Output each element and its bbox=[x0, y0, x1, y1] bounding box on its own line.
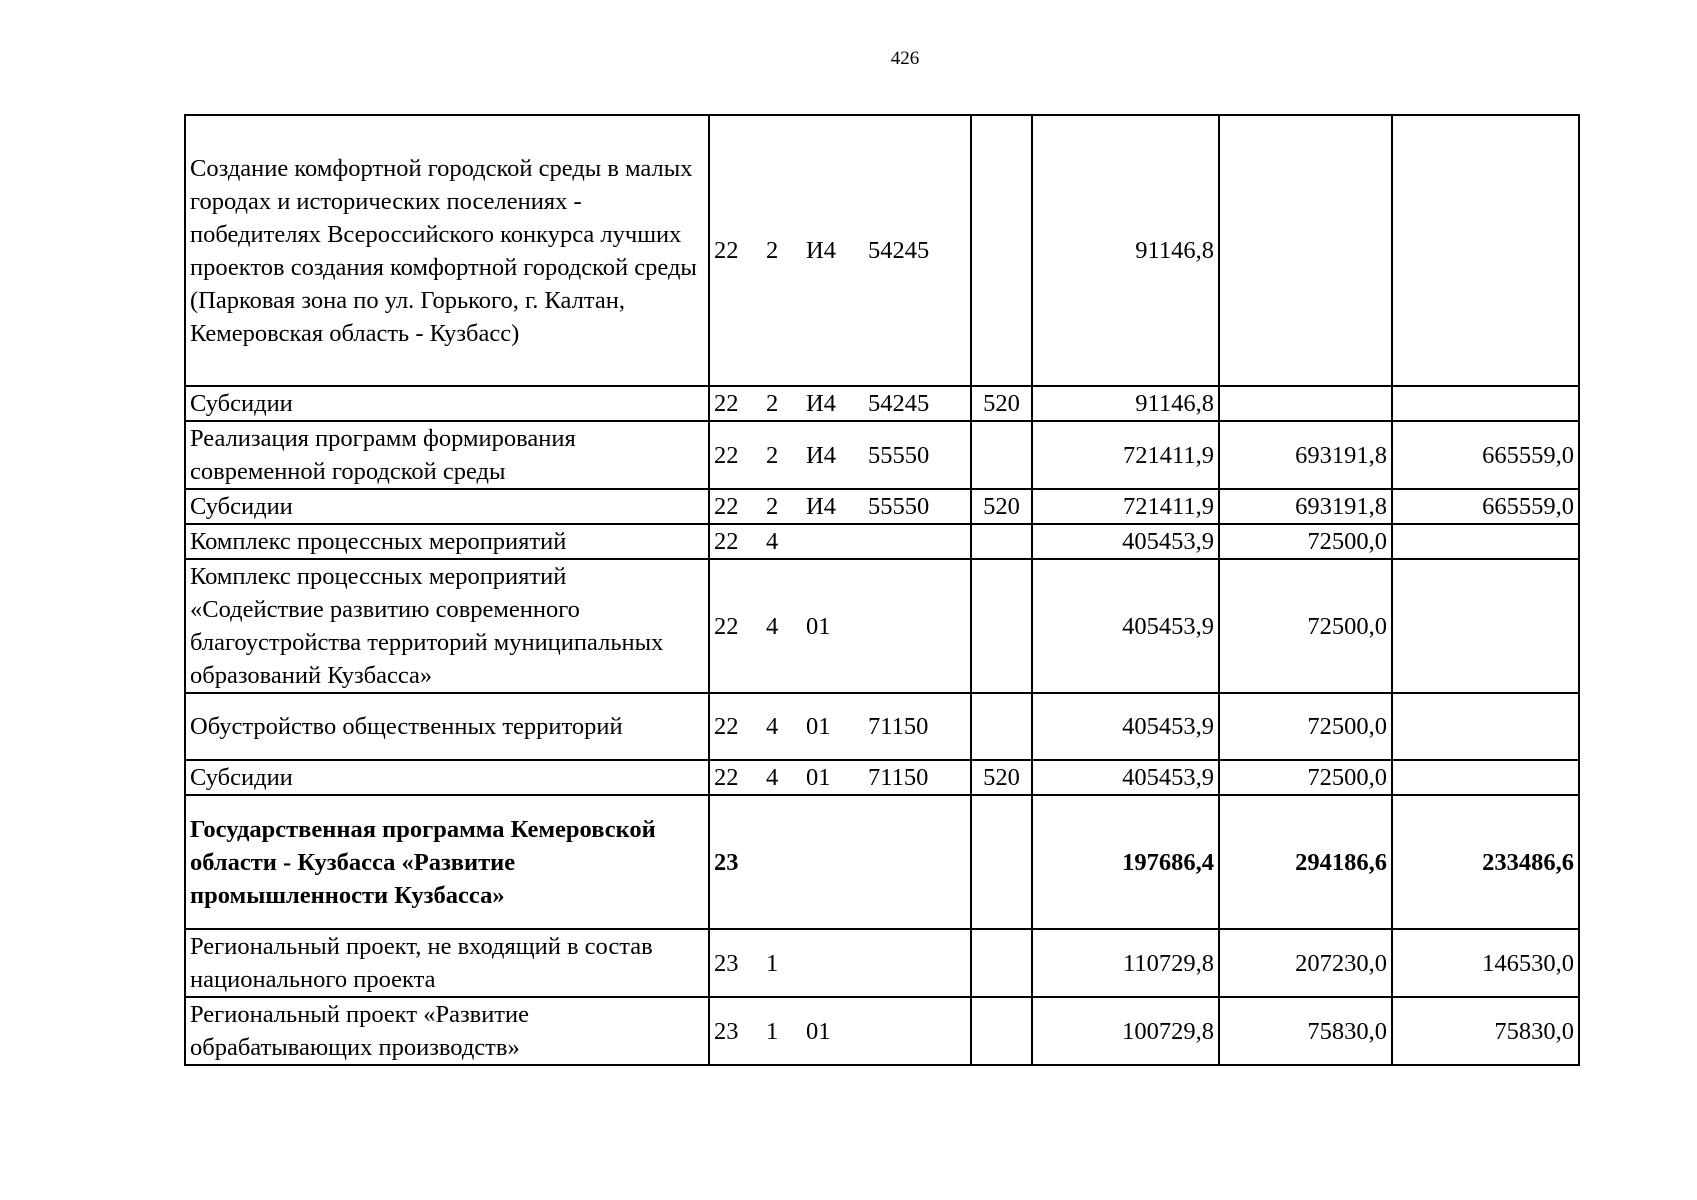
row-expense-type-cell bbox=[971, 421, 1032, 489]
code-program: 23 bbox=[714, 949, 739, 977]
code-program: 23 bbox=[714, 1017, 739, 1045]
row-name-cell bbox=[185, 489, 709, 524]
amount-year-2: 72500,0 bbox=[1307, 528, 1387, 555]
row-name-cell bbox=[185, 693, 709, 760]
code-subprogram: 4 bbox=[766, 713, 779, 740]
expense-type: 520 bbox=[983, 764, 1020, 791]
amount-year-1: 91146,8 bbox=[1135, 237, 1214, 264]
row-amount-1-cell bbox=[1032, 489, 1219, 524]
code-direction: 55550 bbox=[868, 441, 930, 469]
code-subprogram: 2 bbox=[766, 441, 779, 469]
table-row bbox=[185, 760, 1579, 795]
code-event: 01 bbox=[806, 764, 831, 791]
code-subprogram: 2 bbox=[766, 493, 779, 520]
amount-year-1: 405453,9 bbox=[1122, 612, 1214, 640]
amount-year-1: 721411,9 bbox=[1123, 441, 1214, 469]
row-name-cell bbox=[185, 421, 709, 489]
amount-year-1: 405453,9 bbox=[1122, 713, 1214, 740]
table-row bbox=[185, 559, 1579, 693]
code-program: 22 bbox=[714, 441, 739, 469]
row-amount-2-cell bbox=[1219, 115, 1392, 386]
row-name: Комплекс процессных мероприятий «Содействие развитию современного благоустройства территорий муниципальных образований Кузбасса» bbox=[190, 563, 664, 689]
table-row bbox=[185, 115, 1579, 386]
row-amount-1-cell bbox=[1032, 386, 1219, 421]
amount-year-2: 207230,0 bbox=[1295, 949, 1387, 977]
row-amount-3-cell bbox=[1392, 489, 1579, 524]
code-direction: 71150 bbox=[868, 713, 929, 740]
amount-year-2: 75830,0 bbox=[1307, 1017, 1387, 1045]
amount-year-1: 405453,9 bbox=[1122, 764, 1214, 791]
amount-year-2: 72500,0 bbox=[1307, 764, 1387, 791]
row-name: Комплекс процессных мероприятий bbox=[190, 528, 567, 555]
amount-year-2: 72500,0 bbox=[1307, 612, 1387, 640]
row-amount-2-cell bbox=[1219, 693, 1392, 760]
row-amount-3-cell bbox=[1392, 693, 1579, 760]
amount-year-1: 100729,8 bbox=[1122, 1017, 1214, 1045]
expense-type: 520 bbox=[983, 493, 1020, 520]
row-name: Государственная программа Кемеровской области - Кузбасса «Развитие промышленности Кузбасса» bbox=[190, 815, 656, 909]
row-code-cell bbox=[709, 559, 971, 693]
amount-year-2: 72500,0 bbox=[1307, 713, 1387, 740]
row-amount-2-cell bbox=[1219, 421, 1392, 489]
expense-type: 520 bbox=[983, 390, 1020, 417]
row-amount-1-cell bbox=[1032, 760, 1219, 795]
code-direction: 55550 bbox=[868, 493, 930, 520]
code-program: 22 bbox=[714, 237, 739, 264]
row-code-cell bbox=[709, 929, 971, 997]
amount-year-1: 91146,8 bbox=[1135, 390, 1214, 417]
row-amount-1-cell bbox=[1032, 795, 1219, 929]
row-expense-type-cell bbox=[971, 997, 1032, 1065]
row-amount-2-cell bbox=[1219, 489, 1392, 524]
row-code-cell bbox=[709, 524, 971, 559]
budget-table bbox=[184, 114, 1580, 1066]
amount-year-3: 75830,0 bbox=[1494, 1017, 1574, 1045]
table-row bbox=[185, 386, 1579, 421]
row-code-cell bbox=[709, 693, 971, 760]
row-name-cell bbox=[185, 386, 709, 421]
row-expense-type-cell bbox=[971, 489, 1032, 524]
table-row bbox=[185, 524, 1579, 559]
code-subprogram: 1 bbox=[766, 949, 779, 977]
row-expense-type-cell bbox=[971, 693, 1032, 760]
table-row bbox=[185, 421, 1579, 489]
row-code-cell bbox=[709, 795, 971, 929]
row-name-cell bbox=[185, 929, 709, 997]
code-subprogram: 2 bbox=[766, 237, 779, 264]
row-name: Субсидии bbox=[190, 390, 293, 417]
code-event: И4 bbox=[806, 493, 836, 520]
row-amount-1-cell bbox=[1032, 115, 1219, 386]
code-program: 22 bbox=[714, 493, 739, 520]
row-expense-type-cell bbox=[971, 559, 1032, 693]
row-expense-type-cell bbox=[971, 760, 1032, 795]
code-event: И4 bbox=[806, 237, 836, 264]
row-expense-type-cell bbox=[971, 929, 1032, 997]
row-amount-3-cell bbox=[1392, 929, 1579, 997]
code-direction: 71150 bbox=[868, 764, 929, 791]
row-name-cell bbox=[185, 559, 709, 693]
code-subprogram: 4 bbox=[766, 528, 779, 555]
row-amount-1-cell bbox=[1032, 421, 1219, 489]
amount-year-2: 693191,8 bbox=[1295, 493, 1387, 520]
row-amount-2-cell bbox=[1219, 386, 1392, 421]
code-program: 22 bbox=[714, 528, 739, 555]
row-amount-1-cell bbox=[1032, 929, 1219, 997]
row-code-cell bbox=[709, 386, 971, 421]
code-subprogram: 4 bbox=[766, 764, 779, 791]
row-amount-2-cell bbox=[1219, 997, 1392, 1065]
row-expense-type-cell bbox=[971, 795, 1032, 929]
row-expense-type-cell bbox=[971, 115, 1032, 386]
table-row bbox=[185, 489, 1579, 524]
code-program: 23 bbox=[714, 848, 739, 876]
amount-year-1: 721411,9 bbox=[1123, 493, 1214, 520]
code-direction: 54245 bbox=[868, 390, 930, 417]
row-name-cell bbox=[185, 795, 709, 929]
code-program: 22 bbox=[714, 764, 739, 791]
row-name: Региональный проект, не входящий в состав национального проекта bbox=[190, 933, 653, 993]
row-name-cell bbox=[185, 760, 709, 795]
amount-year-1: 197686,4 bbox=[1122, 848, 1214, 876]
row-amount-1-cell bbox=[1032, 524, 1219, 559]
row-code-cell bbox=[709, 489, 971, 524]
row-expense-type-cell bbox=[971, 386, 1032, 421]
row-amount-3-cell bbox=[1392, 421, 1579, 489]
row-expense-type-cell bbox=[971, 524, 1032, 559]
row-amount-2-cell bbox=[1219, 929, 1392, 997]
row-amount-2-cell bbox=[1219, 524, 1392, 559]
row-name: Реализация программ формирования современной городской среды bbox=[190, 425, 576, 485]
row-amount-2-cell bbox=[1219, 559, 1392, 693]
row-name-cell bbox=[185, 115, 709, 386]
row-code-cell bbox=[709, 997, 971, 1065]
amount-year-3: 146530,0 bbox=[1482, 949, 1574, 977]
table-row bbox=[185, 997, 1579, 1065]
table-row bbox=[185, 795, 1579, 929]
row-name: Субсидии bbox=[190, 764, 293, 791]
code-event: 01 bbox=[806, 612, 831, 640]
row-amount-3-cell bbox=[1392, 760, 1579, 795]
code-subprogram: 2 bbox=[766, 390, 779, 417]
code-event: И4 bbox=[806, 390, 836, 417]
amount-year-3: 665559,0 bbox=[1482, 441, 1574, 469]
amount-year-3: 233486,6 bbox=[1482, 848, 1574, 876]
table-row bbox=[185, 929, 1579, 997]
row-name: Создание комфортной городской среды в малых городах и исторических поселениях - победителях Всероссийского конкурса лучших проектов создания комфортной городской среды (Парковая зона по ул. Горького, г. Калтан, Кемеровская область - Кузбасс) bbox=[190, 154, 697, 347]
row-name-cell bbox=[185, 997, 709, 1065]
code-program: 22 bbox=[714, 390, 739, 417]
row-amount-3-cell bbox=[1392, 795, 1579, 929]
amount-year-2: 294186,6 bbox=[1295, 848, 1387, 876]
row-code-cell bbox=[709, 421, 971, 489]
code-program: 22 bbox=[714, 612, 739, 640]
row-code-cell bbox=[709, 115, 971, 386]
table-row bbox=[185, 693, 1579, 760]
row-amount-2-cell bbox=[1219, 760, 1392, 795]
amount-year-2: 693191,8 bbox=[1295, 441, 1387, 469]
code-subprogram: 1 bbox=[766, 1017, 779, 1045]
row-name: Субсидии bbox=[190, 493, 293, 520]
row-name: Обустройство общественных территорий bbox=[190, 713, 623, 740]
row-name: Региональный проект «Развитие обрабатывающих производств» bbox=[190, 1001, 529, 1061]
row-amount-3-cell bbox=[1392, 386, 1579, 421]
row-code-cell bbox=[709, 760, 971, 795]
amount-year-1: 405453,9 bbox=[1122, 528, 1214, 555]
code-direction: 54245 bbox=[868, 237, 930, 264]
row-amount-1-cell bbox=[1032, 693, 1219, 760]
code-event: 01 bbox=[806, 1017, 831, 1045]
row-amount-1-cell bbox=[1032, 559, 1219, 693]
row-amount-3-cell bbox=[1392, 524, 1579, 559]
row-amount-3-cell bbox=[1392, 115, 1579, 386]
row-amount-1-cell bbox=[1032, 997, 1219, 1065]
row-amount-3-cell bbox=[1392, 559, 1579, 693]
page-number: 426 bbox=[890, 48, 920, 69]
code-event: И4 bbox=[806, 441, 836, 469]
code-subprogram: 4 bbox=[766, 612, 779, 640]
budget-table-body bbox=[185, 115, 1579, 1065]
amount-year-1: 110729,8 bbox=[1123, 949, 1214, 977]
amount-year-3: 665559,0 bbox=[1482, 493, 1574, 520]
row-name-cell bbox=[185, 524, 709, 559]
code-program: 22 bbox=[714, 713, 739, 740]
row-amount-2-cell bbox=[1219, 795, 1392, 929]
code-event: 01 bbox=[806, 713, 831, 740]
row-amount-3-cell bbox=[1392, 997, 1579, 1065]
